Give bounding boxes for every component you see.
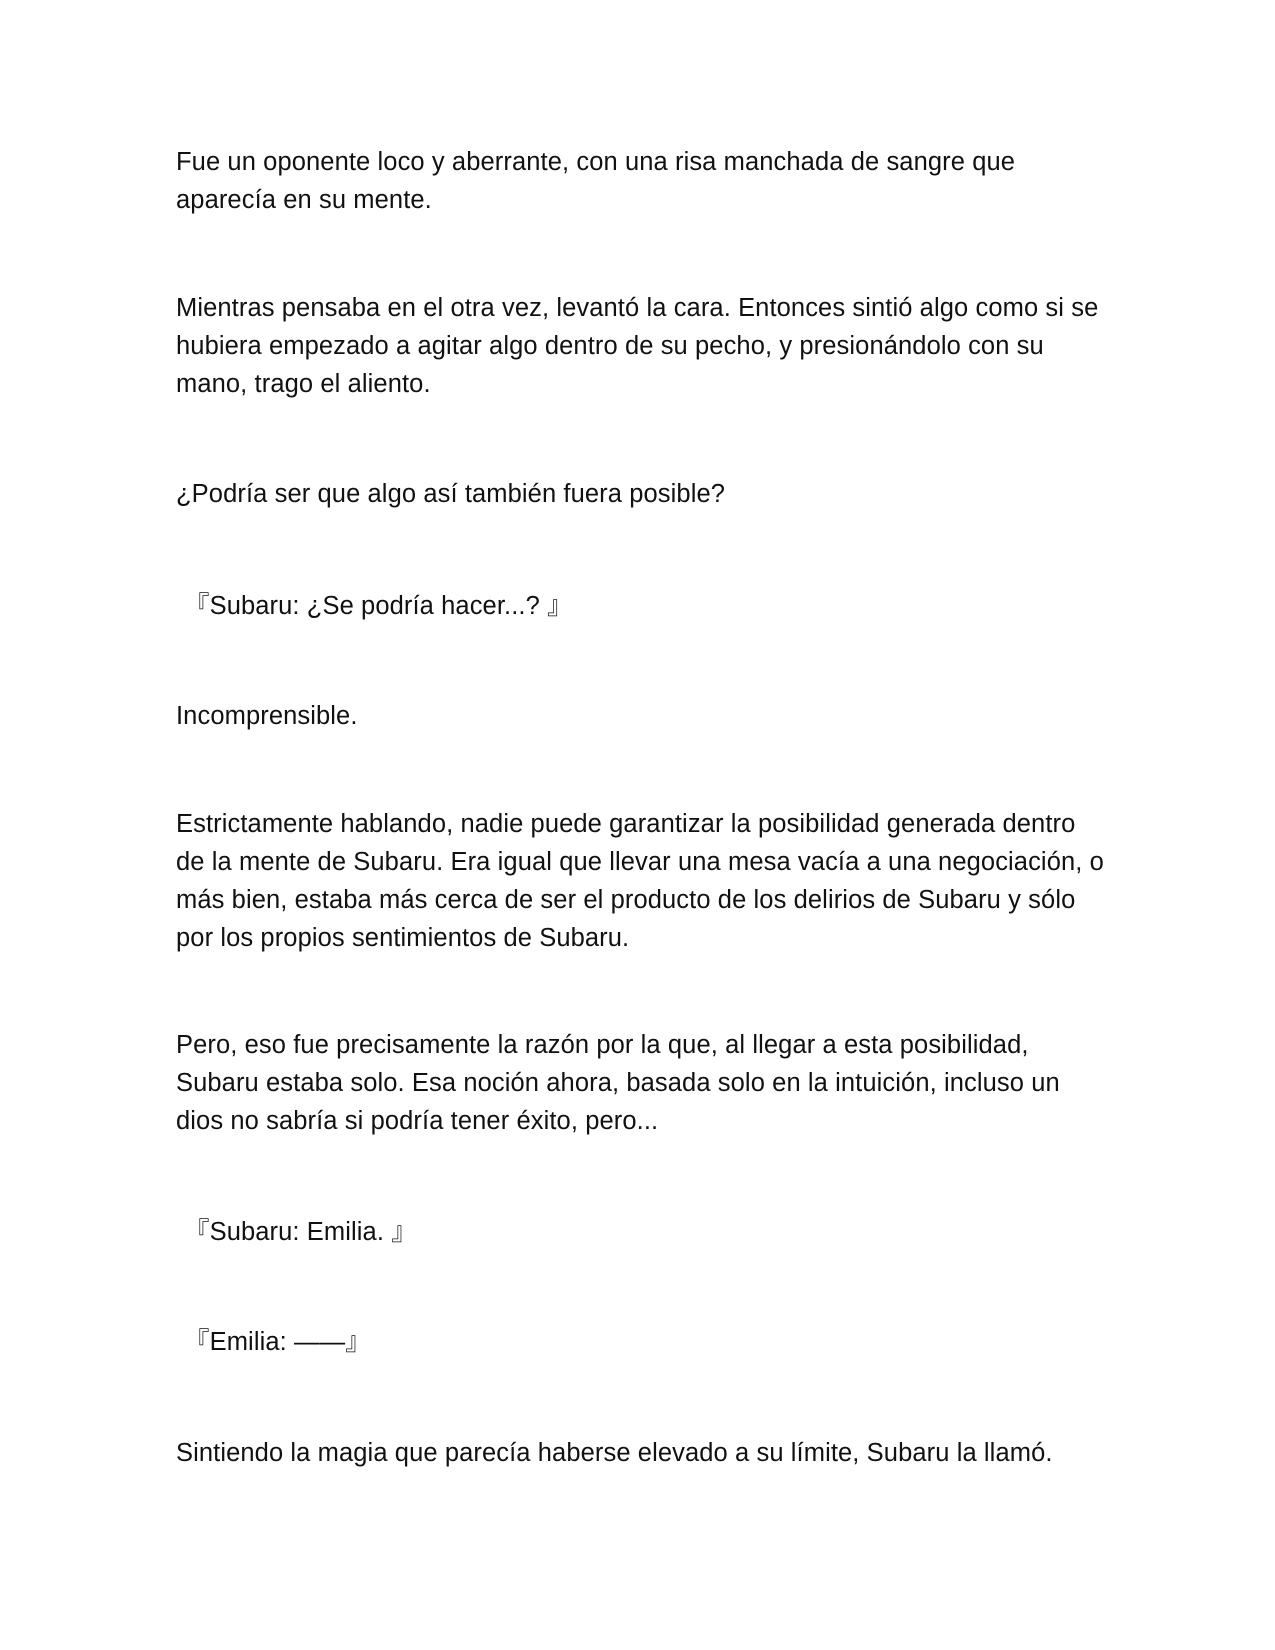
paragraph-3: ¿Podría ser que algo así también fuera posible? (176, 480, 726, 508)
paragraph-2: Mientras pensaba en el otra vez, levantó la cara. Entonces sintió algo como si se hubiera empezado a agitar algo dentro de su pecho, y presionándolo con su mano, trago el aliento. (176, 294, 1099, 398)
paragraph-6: Pero, eso fue precisamente la razón por la que, al llegar a esta posibilidad, Subaru estaba solo. Esa noción ahora, basada solo en la intuición, incluso un dios no sabría si podría tener éxito, pero... (176, 1031, 1060, 1135)
paragraph-5: Estrictamente hablando, nadie puede garantizar la posibilidad generada dentro de la mente de Subaru. Era igual que llevar una mesa vacía a una negociación, o más bien, estaba más cerca de ser el producto de los delirios de Subaru y sólo por los propios sentimientos de Subaru. (176, 810, 1104, 952)
dialogue-subaru-2: 『Subaru: Emilia. 』 (184, 1218, 417, 1246)
paragraph-7: Sintiendo la magia que parecía haberse elevado a su límite, Subaru la llamó. (176, 1439, 1053, 1467)
paragraph-4: Incomprensible. (176, 702, 358, 730)
dialogue-emilia: 『Emilia: ——』 (184, 1328, 371, 1356)
dialogue-subaru-1: 『Subaru: ¿Se podría hacer...? 』 (184, 592, 573, 620)
paragraph-1: Fue un oponente loco y aberrante, con una risa manchada de sangre que aparecía en su mente. (176, 148, 1016, 214)
